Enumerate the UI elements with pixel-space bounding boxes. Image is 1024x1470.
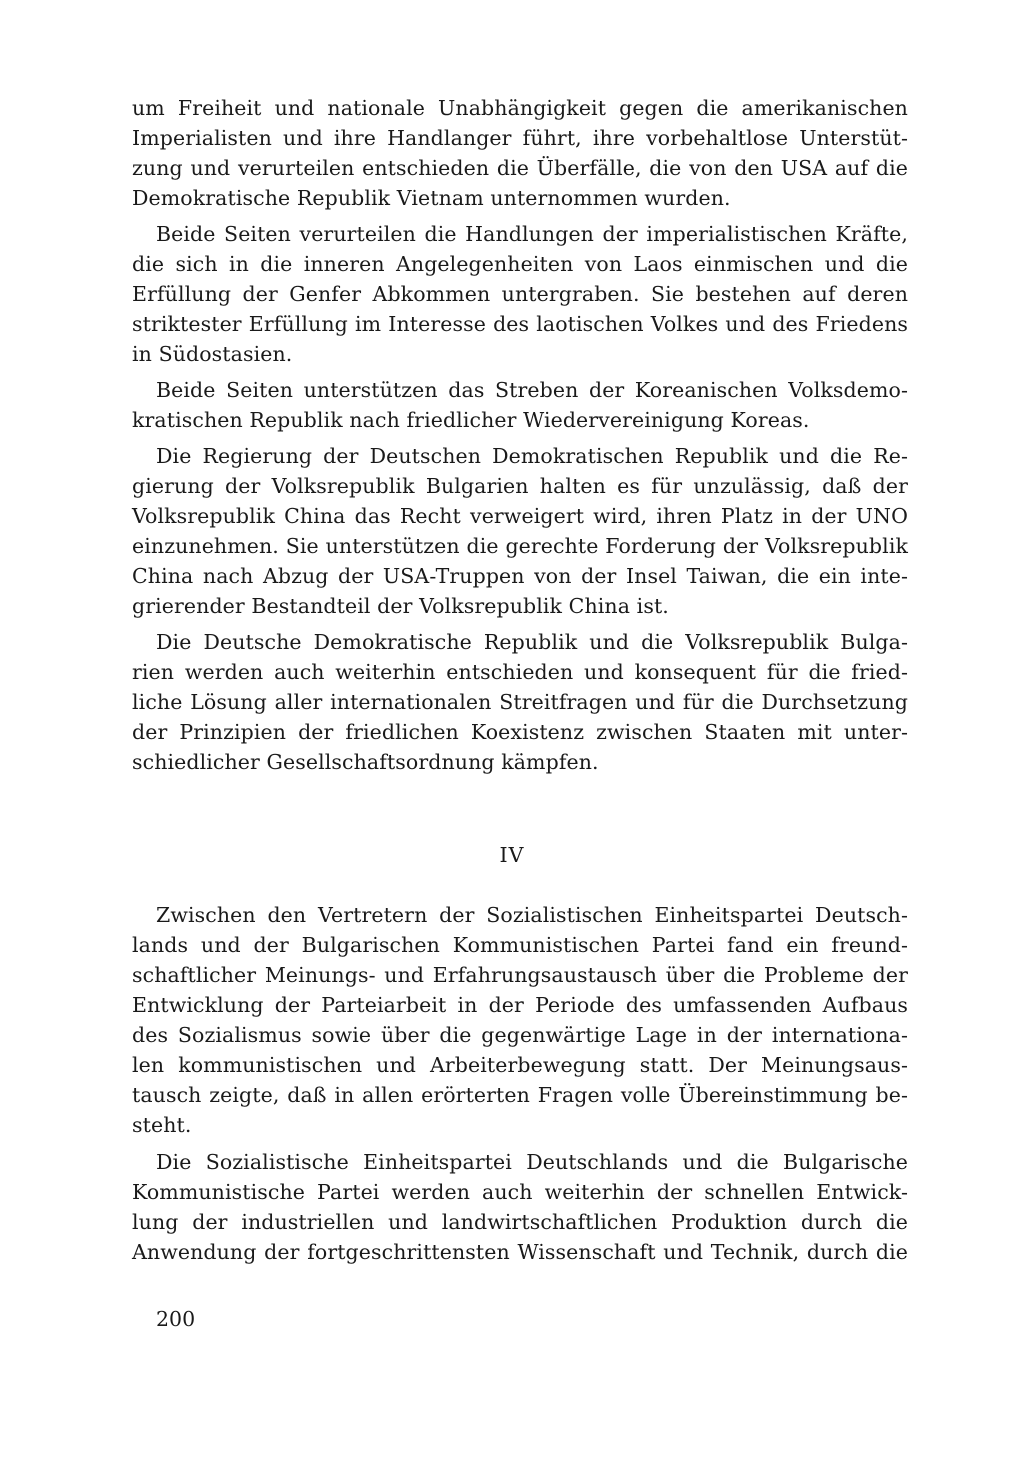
text-line: Beide Seiten verurteilen die Handlungen der imperialistischen Kräfte, [156,222,908,246]
text-line: Die Sozialistische Einheitspartei Deutschlands und die Bulgarische [156,1150,908,1174]
text-line: China nach Abzug der USA-Truppen von der Insel Taiwan, die ein inte- [132,564,908,588]
text-line: Anwendung der fortgeschrittensten Wissenschaft und Technik, durch die [132,1240,908,1264]
section-heading: IV [499,843,525,867]
text-line: des Sozialismus sowie über die gegenwärtige Lage in der internationa- [132,1023,908,1047]
text-line: einzunehmen. Sie unterstützen die gerechte Forderung der Volksrepublik [132,534,908,558]
text-line: Entwicklung der Parteiarbeit in der Periode des umfassenden Aufbaus [132,993,908,1017]
text-line: grierender Bestandteil der Volksrepublik China ist. [132,594,669,618]
text-line: rien werden auch weiterhin entschieden und konsequent für die fried- [132,660,908,684]
text-line: Die Regierung der Deutschen Demokratischen Republik und die Re- [156,444,908,468]
text-line: lands und der Bulgarischen Kommunistischen Partei fand ein freund- [132,933,908,957]
text-line: um Freiheit und nationale Unabhängigkeit gegen die amerikanischen [132,96,908,120]
text-line: tausch zeigte, daß in allen erörterten Fragen volle Übereinstimmung be- [132,1083,908,1107]
text-line: schiedlicher Gesellschaftsordnung kämpfen. [132,750,599,774]
text-line: Erfüllung der Genfer Abkommen untergraben. Sie bestehen auf deren [132,282,908,306]
text-line: Kommunistische Partei werden auch weiterhin der schnellen Entwick- [132,1180,908,1204]
text-line: kratischen Republik nach friedlicher Wiedervereinigung Koreas. [132,408,810,432]
text-line: Beide Seiten unterstützen das Streben der Koreanischen Volksdemo- [156,378,908,402]
text-line: steht. [132,1113,192,1137]
text-line: gierung der Volksrepublik Bulgarien halten es für unzulässig, daß der [132,474,908,498]
text-line: Imperialisten und ihre Handlanger führt, ihre vorbehaltlose Unterstüt- [132,126,908,150]
text-line: zung und verurteilen entschieden die Überfälle, die von den USA auf die [132,156,908,180]
page-number: 200 [156,1307,196,1331]
text-line: len kommunistischen und Arbeiterbewegung statt. Der Meinungsaus- [132,1053,908,1077]
text-line: Die Deutsche Demokratische Republik und die Volksrepublik Bulga- [156,630,908,654]
text-line: Zwischen den Vertretern der Sozialistischen Einheitspartei Deutsch- [156,903,908,927]
text-line: schaftlicher Meinungs- und Erfahrungsaustausch über die Probleme der [132,963,908,987]
text-line: striktester Erfüllung im Interesse des laotischen Volkes und des Friedens [132,312,908,336]
text-line: Volksrepublik China das Recht verweigert wird, ihren Platz in der UNO [132,504,908,528]
text-line: der Prinzipien der friedlichen Koexistenz zwischen Staaten mit unter- [132,720,908,744]
text-line: in Südostasien. [132,342,293,366]
text-line: liche Lösung aller internationalen Streitfragen und für die Durchsetzung [132,690,908,714]
text-line: die sich in die inneren Angelegenheiten von Laos einmischen und die [132,252,908,276]
text-line: lung der industriellen und landwirtschaftlichen Produktion durch die [132,1210,908,1234]
text-line: Demokratische Republik Vietnam unternommen wurden. [132,186,731,210]
